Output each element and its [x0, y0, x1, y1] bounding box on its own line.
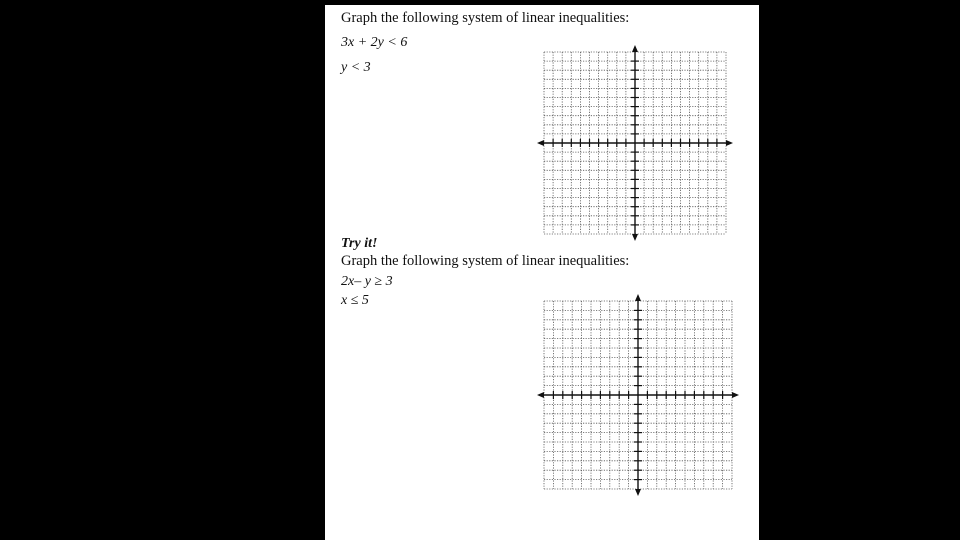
problem-2-coordinate-grid[interactable] [536, 291, 740, 495]
x-axis-right-arrow [726, 140, 733, 146]
y-axis-down-arrow [632, 234, 638, 241]
y-axis-up-arrow [635, 294, 641, 301]
y-axis-down-arrow [635, 489, 641, 496]
x-axis-left-arrow [537, 392, 544, 398]
problem-2-inequality-1: 2x– y ≥ 3 [341, 274, 393, 289]
x-axis-right-arrow [732, 392, 739, 398]
problem-2-prompt: Graph the following system of linear inequalities: [341, 253, 630, 269]
try-it-heading: Try it! [341, 236, 378, 251]
problem-1-inequality-1: 3x + 2y < 6 [341, 35, 408, 50]
x-axis-left-arrow [537, 140, 544, 146]
worksheet-page [325, 5, 759, 540]
problem-1-coordinate-grid[interactable] [536, 45, 736, 243]
problem-1-inequality-2: y < 3 [341, 60, 371, 75]
problem-1-prompt: Graph the following system of linear inequalities: [341, 10, 630, 26]
problem-2-inequality-2: x ≤ 5 [341, 293, 369, 308]
y-axis-up-arrow [632, 45, 638, 52]
